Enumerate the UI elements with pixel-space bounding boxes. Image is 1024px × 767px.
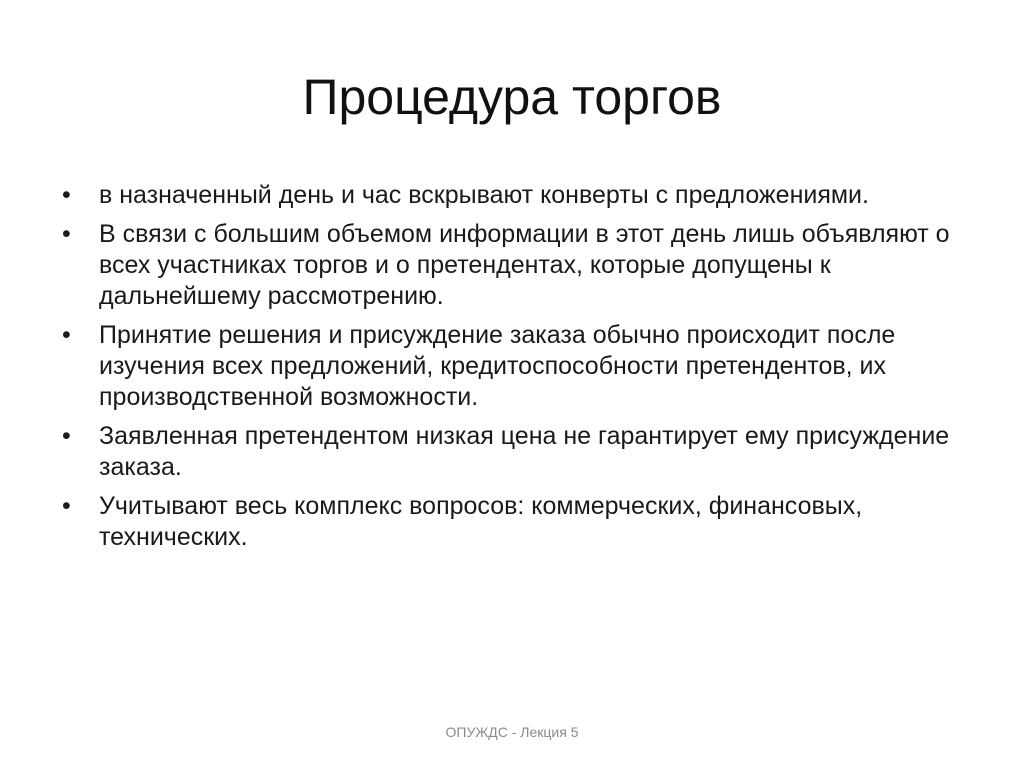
bullet-item-5 xyxy=(62,491,962,553)
bullet-dot-icon: • xyxy=(62,321,71,349)
bullet-dot-icon: • xyxy=(62,422,71,450)
bullet-text: Принятие решения и присуждение заказа обычно происходит после изучения всех предложений, кредитоспособности претендентов, их производственной возможности. xyxy=(99,321,896,411)
slide-title: Процедура торгов xyxy=(302,69,722,125)
bullet-text: В связи с большим объемом информации в этот день лишь объявляют о всех участниках торгов и о претендентах, которые допущены к дальнейшему рассмотрению. xyxy=(99,220,950,310)
bullet-item-3 xyxy=(62,320,962,413)
bullet-dot-icon: • xyxy=(62,492,71,520)
bullet-dot-icon: • xyxy=(62,220,71,248)
bullet-item-4 xyxy=(62,421,962,483)
bullet-list xyxy=(62,180,962,561)
bullet-item-1 xyxy=(62,180,962,211)
slide-footer: ОПУЖДС - Лекция 5 xyxy=(445,724,579,740)
bullet-item-2 xyxy=(62,219,962,312)
bullet-text: Заявленная претендентом низкая цена не гарантирует ему присуждение заказа. xyxy=(99,422,950,481)
bullet-text: в назначенный день и час вскрывают конверты с предложениями. xyxy=(99,181,869,209)
bullet-dot-icon: • xyxy=(62,181,71,209)
bullet-text: Учитывают весь комплекс вопросов: коммерческих, финансовых, технических. xyxy=(99,492,863,551)
